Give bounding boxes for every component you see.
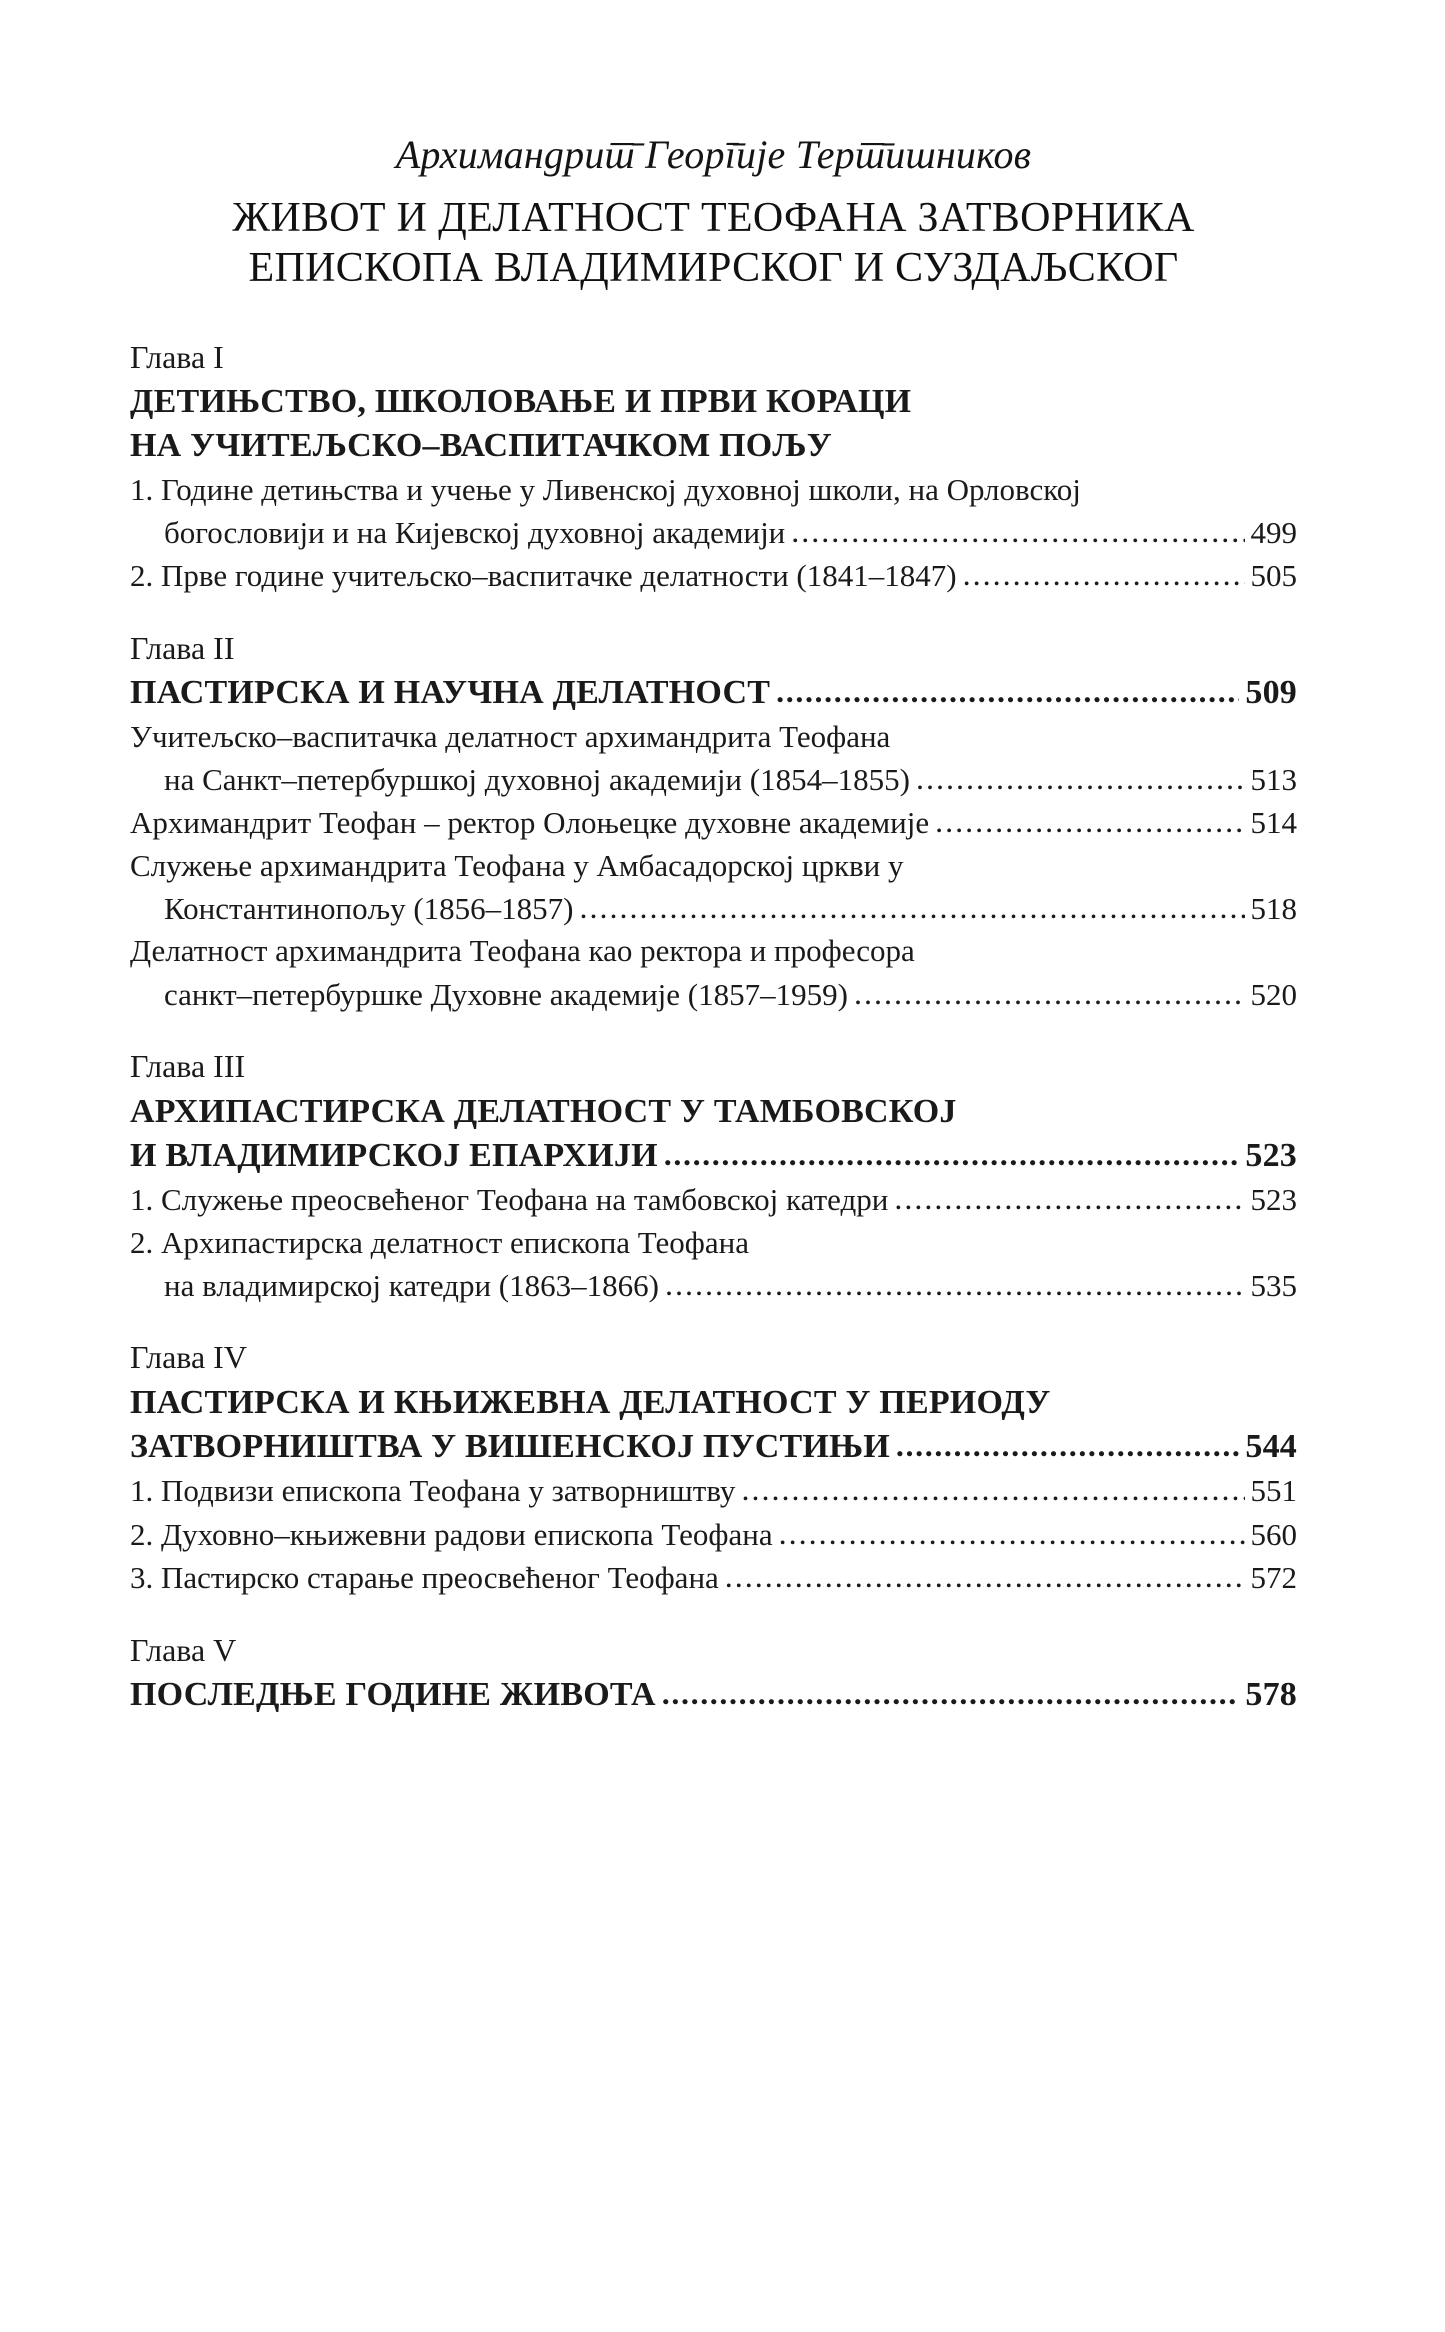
toc-entry-label: 3. Пастирско старање преосвећеног Теофана: [130, 1560, 719, 1596]
chapter-title-label: ЗАТВОРНИШТВА У ВИШЕНСКОЈ ПУСТИЊИ: [130, 1428, 890, 1466]
toc-chapter: [130, 628, 1297, 1016]
dot-leader: [791, 510, 1244, 554]
toc-entry-line[interactable]: [130, 1222, 1297, 1264]
chapter-label: Глава II: [130, 629, 235, 666]
toc-entry-label: на владимирској катедри (1863–1866): [164, 1267, 659, 1303]
chapter-label: Глава III: [130, 1048, 246, 1085]
author-name: Архимандрит̄ Георг̄ије Терт̄ишников: [395, 132, 1032, 177]
book-title: [130, 194, 1297, 292]
chapter-title-label: НА УЧИТЕЉСКО–ВАСПИТАЧКОМ ПОЉУ: [130, 427, 832, 465]
toc-chapter: [130, 337, 1297, 598]
page-number: 509: [1245, 674, 1297, 712]
toc-entry[interactable]: [130, 887, 1297, 931]
toc-entry[interactable]: [130, 758, 1297, 802]
chapter-title-line: ПАСТИРСКА И КЊИЖЕВНА ДЕЛАТНОСТ У ПЕРИОДУ: [130, 1383, 1051, 1421]
page-number: 578: [1245, 1676, 1297, 1714]
toc-entry[interactable]: [130, 1556, 1297, 1600]
chapter-label: Глава V: [130, 1631, 237, 1668]
toc-entry-label: Архимандрит Теофан – ректор Олоњецке духовне академије: [130, 805, 930, 841]
page-number: 523: [1250, 1182, 1297, 1218]
chapter-title[interactable]: [130, 424, 1297, 468]
page-number: 551: [1250, 1473, 1297, 1509]
table-of-contents: [130, 337, 1297, 1718]
chapter-title-line: АРХИПАСТИРСКА ДЕЛАТНОСТ У ТАМБОВСКОЈ: [130, 1092, 957, 1130]
chapter-label: Глава IV: [130, 1339, 247, 1376]
dot-leader: [725, 1555, 1245, 1599]
toc-entry[interactable]: [130, 973, 1297, 1017]
page-number: 523: [1245, 1136, 1297, 1174]
toc-entry-line-label: 2. Архипастирска делатност епископа Теофана: [130, 1224, 750, 1260]
page-number: 514: [1250, 805, 1297, 841]
dot-leader: [935, 800, 1244, 844]
chapter-label: Глава I: [130, 338, 224, 375]
page-number: 572: [1250, 1560, 1297, 1596]
chapter-title-label: ПАСТИРСКА И НАУЧНА ДЕЛАТНОСТ: [130, 674, 771, 712]
dot-leader: [854, 972, 1245, 1016]
toc-chapter: [130, 1630, 1297, 1718]
toc-entry[interactable]: [130, 1264, 1297, 1308]
page-number: 560: [1250, 1516, 1297, 1552]
chapter-title-label: И ВЛАДИМИРСКОЈ ЕПАРХИЈИ: [130, 1136, 658, 1174]
toc-entry-label: 2. Прве године учитељско–васпитачке делатности (1841–1847): [130, 558, 957, 594]
toc-entry-line[interactable]: [130, 845, 1297, 887]
toc-entry-line-label: Учитељско–васпитачка делатност архимандрита Теофана: [130, 718, 891, 754]
chapter-title[interactable]: [130, 1134, 1297, 1178]
dot-leader: [580, 886, 1245, 930]
toc-entry[interactable]: [130, 1513, 1297, 1557]
toc-entry-label: санкт–петербуршке Духовне академије (1857–1959): [164, 976, 848, 1012]
page-number: 505: [1250, 558, 1297, 594]
toc-entry-label: 1. Служење преосвећеног Теофана на тамбовској катедри: [130, 1182, 889, 1218]
dot-leader: [894, 1177, 1244, 1221]
toc-entry-label: 1. Подвизи епископа Теофана у затворништву: [130, 1473, 736, 1509]
chapter-title-label: ПОСЛЕДЊЕ ГОДИНЕ ЖИВОТА: [130, 1676, 656, 1714]
dot-leader: [664, 1134, 1240, 1176]
book-title-line-1: ЖИВОТ И ДЕЛАТНОСТ ТЕОФАНА ЗАТВОРНИКА: [232, 195, 1195, 242]
toc-entry[interactable]: [130, 554, 1297, 598]
toc-entry-line[interactable]: [130, 469, 1297, 511]
book-title-line-2: ЕПИСКОПА ВЛАДИМИРСКОГ И СУЗДАЉСКОГ: [248, 244, 1179, 291]
dot-leader: [665, 1263, 1245, 1307]
toc-entry[interactable]: [130, 801, 1297, 845]
dot-leader: [662, 1673, 1240, 1715]
dot-leader: [896, 1425, 1239, 1467]
toc-entry-line[interactable]: [130, 930, 1297, 972]
dot-leader: [776, 671, 1239, 713]
chapter-title[interactable]: [130, 1673, 1297, 1717]
chapter-title[interactable]: [130, 1425, 1297, 1469]
page-number: 544: [1245, 1428, 1297, 1466]
page-number: 499: [1250, 514, 1297, 550]
toc-entry-label: богословији и на Кијевској духовној академији: [164, 514, 786, 550]
chapter-title-line: ДЕТИЊСТВО, ШКОЛОВАЊЕ И ПРВИ КОРАЦИ: [130, 383, 912, 421]
dot-leader: [963, 553, 1245, 597]
page-number: 520: [1250, 976, 1297, 1012]
dot-leader: [779, 1512, 1245, 1556]
toc-entry-line-label: 1. Године детињства и учење у Ливенској духовној школи, на Орловској: [130, 471, 1081, 507]
page-number: 518: [1250, 890, 1297, 926]
toc-entry-label: 2. Духовно–књижевни радови епископа Теофана: [130, 1516, 773, 1552]
toc-entry-line[interactable]: [130, 716, 1297, 758]
toc-entry-label: Константинопољу (1856–1857): [164, 890, 574, 926]
page-number: 513: [1250, 761, 1297, 797]
dot-leader: [916, 757, 1245, 801]
toc-entry-line-label: Делатност архимандрита Теофана као ректора и професора: [130, 933, 915, 969]
chapter-title[interactable]: [130, 671, 1297, 715]
toc-chapter: [130, 1046, 1297, 1307]
toc-entry-label: на Санкт–петербуршкој духовној академији (1854–1855): [164, 761, 910, 797]
toc-entry-line-label: Служење архимандрита Теофана у Амбасадорској цркви у: [130, 847, 904, 883]
toc-chapter: [130, 1337, 1297, 1600]
toc-entry[interactable]: [130, 511, 1297, 555]
toc-entry[interactable]: [130, 1469, 1297, 1513]
page-number: 535: [1250, 1267, 1297, 1303]
toc-entry[interactable]: [130, 1178, 1297, 1222]
dot-leader: [741, 1468, 1244, 1512]
title-block: [130, 132, 1297, 293]
